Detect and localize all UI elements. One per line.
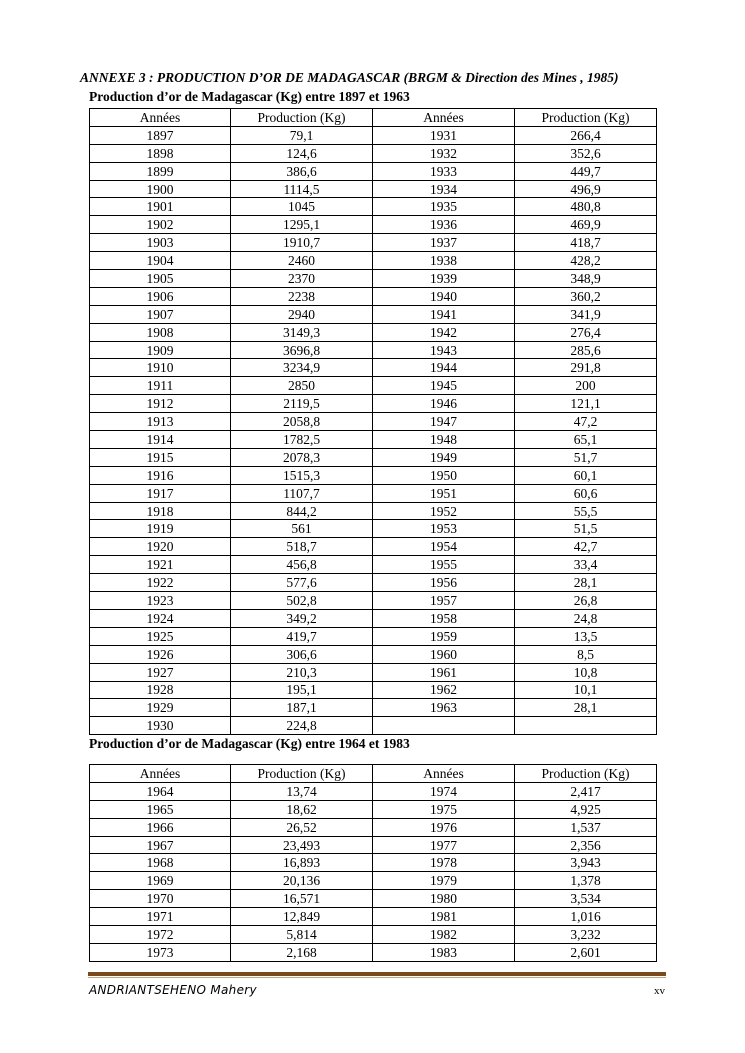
header-annees: Années	[90, 109, 231, 127]
cell-year: 1980	[373, 890, 515, 908]
cell-year: 1932	[373, 144, 515, 162]
cell-production: 348,9	[515, 270, 657, 288]
cell-production: 18,62	[231, 800, 373, 818]
cell-production: 13,5	[515, 627, 657, 645]
cell-year: 1938	[373, 252, 515, 270]
cell-year: 1901	[90, 198, 231, 216]
table-row	[90, 681, 657, 699]
cell-year: 1962	[373, 681, 515, 699]
cell-year: 1967	[90, 836, 231, 854]
cell-production: 3234,9	[231, 359, 373, 377]
cell-year: 1976	[373, 818, 515, 836]
cell-production: 3,534	[515, 890, 657, 908]
table-row	[90, 782, 657, 800]
cell-production: 60,1	[515, 466, 657, 484]
cell-production: 13,74	[231, 782, 373, 800]
table-row	[90, 359, 657, 377]
cell-production: 2,168	[231, 943, 373, 961]
table-row	[90, 270, 657, 288]
production-table-1964-1983	[89, 764, 657, 962]
table-row	[90, 538, 657, 556]
cell-production: 79,1	[231, 126, 373, 144]
annexe-title: ANNEXE 3 : PRODUCTION D’OR DE MADAGASCAR (BRGM & Direction des Mines , 1985)	[80, 70, 619, 85]
cell-year: 1975	[373, 800, 515, 818]
cell-production: 28,1	[515, 574, 657, 592]
cell-production: 456,8	[231, 556, 373, 574]
cell-production: 2,356	[515, 836, 657, 854]
cell-year: 1902	[90, 216, 231, 234]
cell-year: 1972	[90, 926, 231, 944]
cell-year: 1965	[90, 800, 231, 818]
cell-production: 285,6	[515, 341, 657, 359]
cell-year: 1898	[90, 144, 231, 162]
cell-year: 1903	[90, 234, 231, 252]
cell-year: 1919	[90, 520, 231, 538]
cell-year: 1977	[373, 836, 515, 854]
cell-year: 1907	[90, 305, 231, 323]
table-row	[90, 872, 657, 890]
cell-year: 1914	[90, 431, 231, 449]
cell-year: 1951	[373, 484, 515, 502]
cell-production: 2460	[231, 252, 373, 270]
footer-author: ANDRIANTSEHENO Mahery	[89, 983, 257, 997]
cell-production: 33,4	[515, 556, 657, 574]
cell-year: 1978	[373, 854, 515, 872]
cell-production: 224,8	[231, 717, 373, 735]
table-row	[90, 502, 657, 520]
cell-production: 341,9	[515, 305, 657, 323]
cell-year: 1941	[373, 305, 515, 323]
table-row	[90, 890, 657, 908]
cell-year: 1947	[373, 413, 515, 431]
cell-year: 1912	[90, 395, 231, 413]
table-row	[90, 592, 657, 610]
cell-year: 1920	[90, 538, 231, 556]
table-header-row	[90, 765, 657, 783]
cell-production: 2,417	[515, 782, 657, 800]
header-annees: Années	[373, 109, 515, 127]
cell-year: 1921	[90, 556, 231, 574]
cell-production: 4,925	[515, 800, 657, 818]
cell-production: 577,6	[231, 574, 373, 592]
table-row	[90, 943, 657, 961]
table-row	[90, 926, 657, 944]
cell-year: 1958	[373, 609, 515, 627]
cell-year: 1982	[373, 926, 515, 944]
cell-year: 1983	[373, 943, 515, 961]
table2-caption: Production d’or de Madagascar (Kg) entre 1964 et 1983	[89, 736, 410, 751]
cell-year: 1904	[90, 252, 231, 270]
table-row	[90, 800, 657, 818]
cell-year: 1953	[373, 520, 515, 538]
table-row	[90, 663, 657, 681]
cell-production: 386,6	[231, 162, 373, 180]
cell-production: 418,7	[515, 234, 657, 252]
cell-production: 2119,5	[231, 395, 373, 413]
table-row	[90, 377, 657, 395]
cell-production: 28,1	[515, 699, 657, 717]
cell-year: 1974	[373, 782, 515, 800]
cell-year: 1954	[373, 538, 515, 556]
cell-year: 1933	[373, 162, 515, 180]
cell-year: 1939	[373, 270, 515, 288]
cell-year: 1900	[90, 180, 231, 198]
cell-production: 2058,8	[231, 413, 373, 431]
cell-year: 1911	[90, 377, 231, 395]
cell-year: 1897	[90, 126, 231, 144]
cell-year: 1927	[90, 663, 231, 681]
table-row	[90, 252, 657, 270]
cell-production: 187,1	[231, 699, 373, 717]
table-row	[90, 413, 657, 431]
cell-production: 1515,3	[231, 466, 373, 484]
cell-year: 1930	[90, 717, 231, 735]
cell-year: 1968	[90, 854, 231, 872]
cell-production: 1,016	[515, 908, 657, 926]
table-row	[90, 854, 657, 872]
cell-production: 51,5	[515, 520, 657, 538]
cell-production: 24,8	[515, 609, 657, 627]
cell-production: 16,893	[231, 854, 373, 872]
table-row	[90, 574, 657, 592]
table-row	[90, 323, 657, 341]
cell-production: 10,1	[515, 681, 657, 699]
cell-production: 306,6	[231, 645, 373, 663]
cell-year: 1969	[90, 872, 231, 890]
footer-rule-thin	[88, 977, 666, 978]
cell-year: 1926	[90, 645, 231, 663]
cell-year: 1931	[373, 126, 515, 144]
cell-year: 1917	[90, 484, 231, 502]
cell-production: 502,8	[231, 592, 373, 610]
cell-production: 480,8	[515, 198, 657, 216]
cell-year: 1918	[90, 502, 231, 520]
cell-year: 1937	[373, 234, 515, 252]
cell-year: 1981	[373, 908, 515, 926]
cell-production: 10,8	[515, 663, 657, 681]
cell-year: 1950	[373, 466, 515, 484]
cell-production: 1910,7	[231, 234, 373, 252]
cell-production: 195,1	[231, 681, 373, 699]
cell-production: 200	[515, 377, 657, 395]
cell-production: 26,8	[515, 592, 657, 610]
cell-production: 3149,3	[231, 323, 373, 341]
cell-production: 266,4	[515, 126, 657, 144]
cell-production: 2238	[231, 287, 373, 305]
cell-year: 1948	[373, 431, 515, 449]
cell-year: 1970	[90, 890, 231, 908]
table-row	[90, 305, 657, 323]
cell-production: 3696,8	[231, 341, 373, 359]
cell-production: 55,5	[515, 502, 657, 520]
cell-production: 23,493	[231, 836, 373, 854]
cell-year: 1936	[373, 216, 515, 234]
header-production: Production (Kg)	[231, 765, 373, 783]
cell-production: 3,232	[515, 926, 657, 944]
cell-year: 1922	[90, 574, 231, 592]
cell-production: 121,1	[515, 395, 657, 413]
cell-year: 1945	[373, 377, 515, 395]
production-table-1897-1963	[89, 108, 657, 735]
cell-year: 1949	[373, 448, 515, 466]
table-row	[90, 836, 657, 854]
table-row	[90, 431, 657, 449]
table1-body	[90, 126, 657, 734]
table-row	[90, 908, 657, 926]
header-annees: Années	[90, 765, 231, 783]
table1-caption: Production d’or de Madagascar (Kg) entre 1897 et 1963	[89, 89, 410, 104]
cell-production: 496,9	[515, 180, 657, 198]
table-row	[90, 234, 657, 252]
table-row	[90, 466, 657, 484]
cell-year: 1925	[90, 627, 231, 645]
cell-production: 1107,7	[231, 484, 373, 502]
cell-year: 1909	[90, 341, 231, 359]
cell-year: 1935	[373, 198, 515, 216]
table-row	[90, 216, 657, 234]
cell-year: 1960	[373, 645, 515, 663]
cell-production: 469,9	[515, 216, 657, 234]
cell-year: 1957	[373, 592, 515, 610]
cell-year: 1923	[90, 592, 231, 610]
table-row	[90, 395, 657, 413]
cell-production: 8,5	[515, 645, 657, 663]
page-number: xv	[654, 985, 665, 997]
cell-year: 1913	[90, 413, 231, 431]
header-production: Production (Kg)	[231, 109, 373, 127]
cell-year: 1942	[373, 323, 515, 341]
table-row	[90, 556, 657, 574]
cell-production: 2,601	[515, 943, 657, 961]
cell-production: 276,4	[515, 323, 657, 341]
cell-production: 449,7	[515, 162, 657, 180]
cell-production: 5,814	[231, 926, 373, 944]
cell-year: 1952	[373, 502, 515, 520]
cell-production: 1114,5	[231, 180, 373, 198]
cell-production: 1295,1	[231, 216, 373, 234]
cell-production: 1,537	[515, 818, 657, 836]
cell-production: 518,7	[231, 538, 373, 556]
cell-year: 1943	[373, 341, 515, 359]
cell-year: 1910	[90, 359, 231, 377]
cell-production: 2078,3	[231, 448, 373, 466]
cell-year: 1979	[373, 872, 515, 890]
header-production: Production (Kg)	[515, 765, 657, 783]
cell-year: 1934	[373, 180, 515, 198]
table-row	[90, 448, 657, 466]
cell-year: 1966	[90, 818, 231, 836]
cell-year: 1963	[373, 699, 515, 717]
cell-year: 1940	[373, 287, 515, 305]
cell-year: 1908	[90, 323, 231, 341]
table-row	[90, 484, 657, 502]
cell-year: 1924	[90, 609, 231, 627]
cell-production: 47,2	[515, 413, 657, 431]
cell-production: 51,7	[515, 448, 657, 466]
cell-production: 561	[231, 520, 373, 538]
cell-year: 1959	[373, 627, 515, 645]
cell-production: 2850	[231, 377, 373, 395]
cell-production: 428,2	[515, 252, 657, 270]
cell-year: 1899	[90, 162, 231, 180]
cell-production: 349,2	[231, 609, 373, 627]
table-row	[90, 287, 657, 305]
table2-body	[90, 782, 657, 961]
table-row	[90, 645, 657, 663]
table-row	[90, 198, 657, 216]
cell-production: 20,136	[231, 872, 373, 890]
cell-production: 65,1	[515, 431, 657, 449]
cell-year: 1929	[90, 699, 231, 717]
cell-production	[515, 717, 657, 735]
table-row	[90, 717, 657, 735]
cell-year: 1955	[373, 556, 515, 574]
table-row	[90, 520, 657, 538]
table-row	[90, 144, 657, 162]
cell-year: 1916	[90, 466, 231, 484]
cell-year: 1956	[373, 574, 515, 592]
table-row	[90, 162, 657, 180]
cell-year: 1971	[90, 908, 231, 926]
cell-production: 1,378	[515, 872, 657, 890]
table-header-row	[90, 109, 657, 127]
header-annees: Années	[373, 765, 515, 783]
cell-production: 3,943	[515, 854, 657, 872]
cell-year: 1961	[373, 663, 515, 681]
cell-production: 60,6	[515, 484, 657, 502]
cell-year: 1964	[90, 782, 231, 800]
cell-year: 1928	[90, 681, 231, 699]
cell-production: 419,7	[231, 627, 373, 645]
cell-production: 2370	[231, 270, 373, 288]
footer-rule	[88, 972, 666, 976]
cell-production: 16,571	[231, 890, 373, 908]
cell-production: 42,7	[515, 538, 657, 556]
header-production: Production (Kg)	[515, 109, 657, 127]
cell-production: 210,3	[231, 663, 373, 681]
table-row	[90, 609, 657, 627]
table-row	[90, 627, 657, 645]
cell-production: 12,849	[231, 908, 373, 926]
cell-production: 291,8	[515, 359, 657, 377]
cell-production: 360,2	[515, 287, 657, 305]
cell-year: 1905	[90, 270, 231, 288]
cell-production: 2940	[231, 305, 373, 323]
cell-production: 124,6	[231, 144, 373, 162]
cell-year	[373, 717, 515, 735]
cell-year: 1944	[373, 359, 515, 377]
cell-production: 844,2	[231, 502, 373, 520]
cell-year: 1906	[90, 287, 231, 305]
table-row	[90, 699, 657, 717]
table-row	[90, 180, 657, 198]
cell-year: 1973	[90, 943, 231, 961]
table-row	[90, 818, 657, 836]
cell-year: 1946	[373, 395, 515, 413]
cell-production: 1782,5	[231, 431, 373, 449]
table-row	[90, 341, 657, 359]
cell-production: 352,6	[515, 144, 657, 162]
cell-production: 26,52	[231, 818, 373, 836]
cell-year: 1915	[90, 448, 231, 466]
cell-production: 1045	[231, 198, 373, 216]
table-row	[90, 126, 657, 144]
